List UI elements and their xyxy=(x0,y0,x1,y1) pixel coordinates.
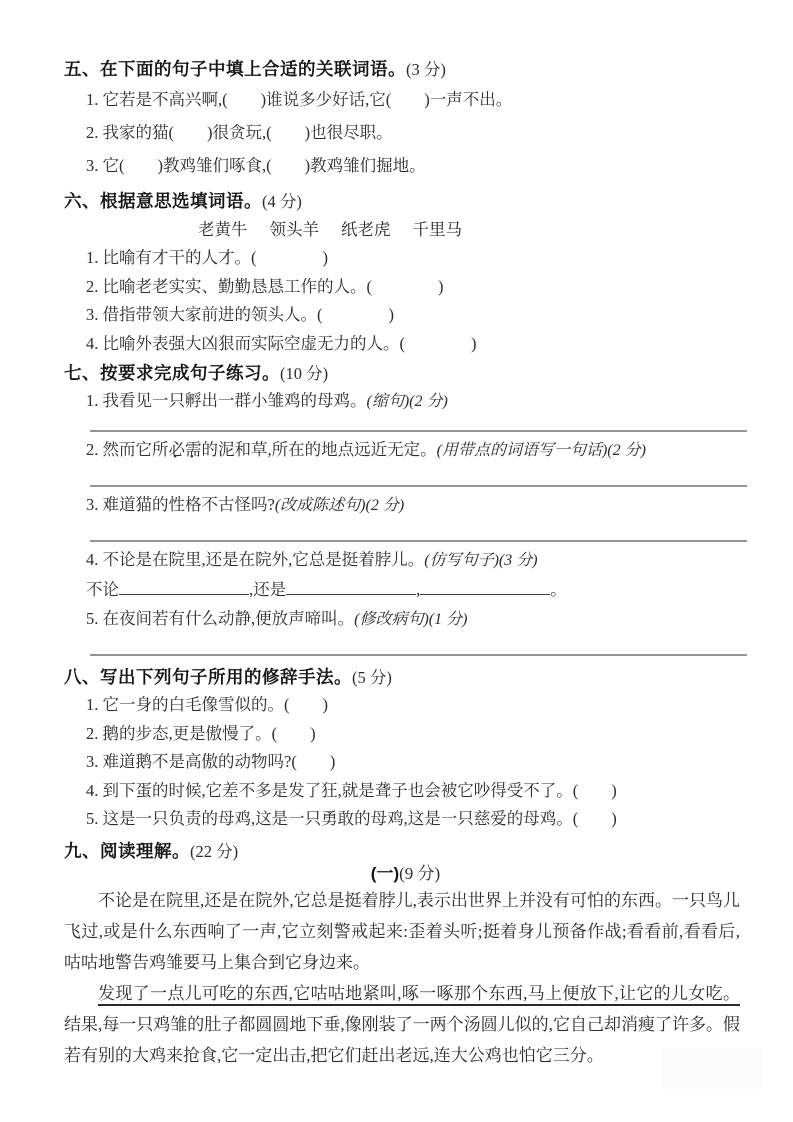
fill-text: ,还是 xyxy=(249,580,287,599)
answer-line xyxy=(90,520,747,542)
question-item: 3. 它( )教鸡雏们啄食,( )教鸡雏们掘地。 xyxy=(86,156,426,175)
section-six-heading xyxy=(64,188,747,215)
passage-text: 结果,每一只鸡雏的肚子都圆圆地下垂,像刚装了一两个汤圆儿似的,它自己却消瘦了许多。假若有别的大鸡来抢食,它一定出击,把它们赶出老远,连大公鸡也怕它三分。 xyxy=(64,1014,740,1065)
question-note: (改成陈述句)(2 分) xyxy=(274,497,405,514)
word-bank xyxy=(64,215,747,244)
question-text: 1. 我看见一只孵出一群小雏鸡的母鸡。 xyxy=(86,391,367,410)
section-eight-title: 八、写出下列句子所用的修辞手法。 xyxy=(64,667,352,687)
section-six xyxy=(64,188,747,358)
question-text: 2. 然而它所 xyxy=(86,440,169,459)
section-five-title: 五、在下面的句子中填上合适的关联词语。 xyxy=(64,59,406,79)
question-note: (缩句)(2 分) xyxy=(366,393,448,410)
word-bank-word: 纸老虎 xyxy=(341,220,391,239)
passage-subtitle xyxy=(64,863,747,885)
passage-paragraph: 不论是在院里,还是在院外,它总是挺着脖儿,表示出世界上并没有可怕的东西。一只鸟儿飞过,或是什么东西响了一声,它立刻警戒起来:歪着头听;挺着身儿预备作战;看看前,看看后,咕咕地警告鸡雏要马上集合到它身边来。 xyxy=(64,890,740,972)
section-five-heading xyxy=(64,56,747,83)
question-item: 4. 比喻外表强大凶狠而实际空虚无力的人。( ) xyxy=(86,333,477,353)
fill-text: 不论 xyxy=(86,580,119,599)
question-text: 4. 不论是在院里,还是在院外,它总是挺着脖儿。 xyxy=(86,550,425,569)
section-nine-heading xyxy=(64,838,747,865)
question-text: 5. 在夜间若有什么动静,便放声啼叫。 xyxy=(86,609,355,628)
paper-content xyxy=(64,56,747,1071)
passage-number: (一) xyxy=(370,863,400,883)
section-seven xyxy=(64,360,747,656)
question-item: 1. 它一身的白毛像雪似的。( ) xyxy=(86,695,328,714)
fill-blank xyxy=(119,580,249,595)
scan-artifact xyxy=(662,1048,763,1090)
reading-passage xyxy=(64,885,740,1071)
question-item: 5. 这是一只负责的母鸡,这是一只勇敢的母鸡,这是一只慈爱的母鸡。( ) xyxy=(86,809,617,828)
answer-line xyxy=(90,634,747,656)
passage-score: (9 分) xyxy=(399,863,441,883)
question-item: 1. 它若是不高兴啊,( )谁说多少好话,它( )一声不出。 xyxy=(86,90,513,109)
fill-in-blank-row xyxy=(64,575,747,605)
passage-paragraph xyxy=(64,978,740,1071)
question-note: (用带点的词语写一句话)(2 分) xyxy=(436,442,646,459)
section-seven-score: (10 分) xyxy=(280,364,329,383)
section-eight xyxy=(64,664,747,834)
question-item xyxy=(64,491,747,520)
section-nine-title: 九、阅读理解。 xyxy=(64,840,190,861)
section-nine xyxy=(64,838,747,1071)
question-item xyxy=(64,387,747,416)
word-bank-word: 领头羊 xyxy=(269,220,319,239)
question-item: 2. 我家的猫( )很贪玩,( )也很尽职。 xyxy=(86,123,393,142)
section-five-score: (3 分) xyxy=(406,60,446,79)
emphasized-word: 必需 • • xyxy=(169,440,202,459)
fill-text: 。 xyxy=(550,580,567,599)
section-seven-title: 七、按要求完成句子练习。 xyxy=(64,363,280,383)
section-seven-heading xyxy=(64,360,747,387)
section-eight-heading xyxy=(64,664,747,691)
word-bank-word: 千里马 xyxy=(412,220,462,239)
fill-blank xyxy=(286,580,416,595)
underlined-sentence: 发现了一点儿可吃的东西,它咕咕地紧叫,啄一啄那个东西,马上便放下,让它的儿女吃。 xyxy=(98,983,740,1003)
question-item xyxy=(64,605,747,634)
question-note: (修改病句)(1 分) xyxy=(354,611,468,628)
question-note: (仿写句子)(3 分) xyxy=(424,552,538,569)
answer-line xyxy=(90,416,747,432)
question-item: 2. 比喻老老实实、勤勤恳恳工作的人。( ) xyxy=(86,276,444,296)
question-item xyxy=(64,546,747,575)
question-item xyxy=(64,436,747,465)
fill-text: , xyxy=(416,580,421,599)
question-item: 2. 鹅的步态,更是傲慢了。( ) xyxy=(86,723,316,743)
question-item: 1. 比喻有才干的人才。( ) xyxy=(86,248,328,267)
section-six-score: (4 分) xyxy=(262,192,302,211)
section-nine-score: (22 分) xyxy=(190,841,239,861)
section-six-title: 六、根据意思选填词语。 xyxy=(64,191,262,211)
question-item: 3. 借指带领大家前进的领头人。( ) xyxy=(86,305,394,324)
fill-blank xyxy=(420,580,550,595)
word-bank-word: 老黄牛 xyxy=(198,220,248,239)
question-text: 3. 难道猫的性格不古怪吗? xyxy=(86,495,275,514)
question-text: 的泥和草,所在的地点远近无定。 xyxy=(201,440,437,459)
section-five xyxy=(64,56,747,182)
section-eight-score: (5 分) xyxy=(352,668,392,687)
question-item: 3. 难道鹅不是高傲的动物吗?( ) xyxy=(86,752,336,771)
question-item: 4. 到下蛋的时候,它差不多是发了狂,就是聋子也会被它吵得受不了。( ) xyxy=(86,780,617,800)
